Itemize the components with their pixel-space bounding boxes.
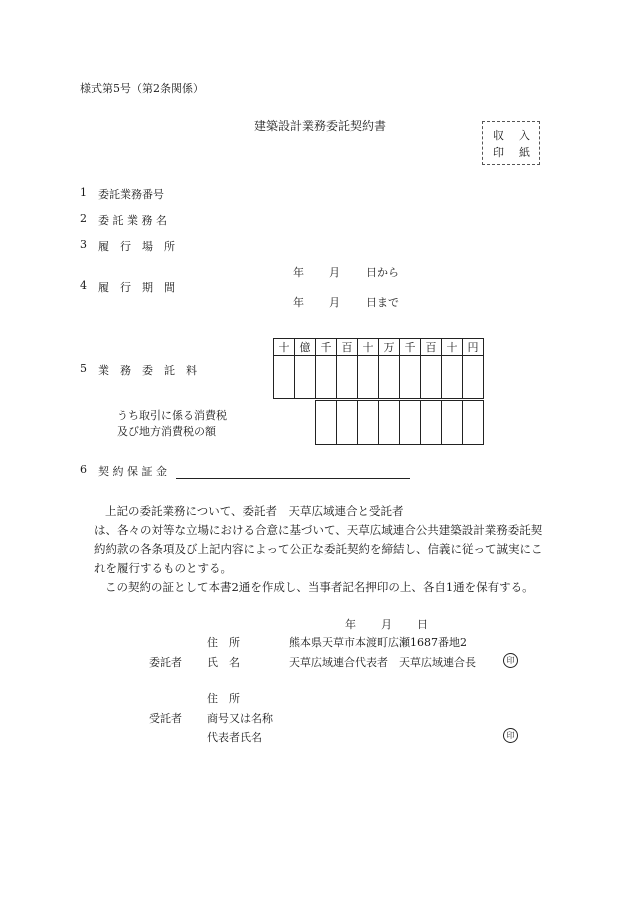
fee-amount-table	[273, 338, 484, 399]
fee-digit-cell[interactable]	[316, 356, 337, 399]
client-address-label: 住 所	[207, 636, 240, 649]
tax-label-line2: 及び地方消費税の額	[117, 425, 216, 438]
item-3-number: 3	[80, 238, 87, 251]
unit-cell: 十	[274, 339, 295, 356]
form-number: 様式第5号（第2条関係）	[80, 82, 204, 95]
document-title: 建築設計業務委託契約書	[254, 119, 387, 133]
item-5-label: 業 務 委 託 料	[98, 364, 197, 377]
item-3-label: 履 行 場 所	[98, 240, 175, 253]
period-from-year: 年	[293, 266, 304, 279]
fee-digit-cell[interactable]	[463, 356, 484, 399]
unit-cell: 万	[379, 339, 400, 356]
body-paragraph-1-line2: は、各々の対等な立場における合意に基づいて、天草広域連合公共建築設計業務委託契	[94, 523, 543, 537]
contract-date-year: 年	[345, 618, 356, 631]
body-paragraph-1-line4: れを履行するものとする。	[94, 561, 232, 575]
client-address-value: 熊本県天草市本渡町広瀬1687番地2	[289, 636, 467, 649]
unit-cell: 百	[421, 339, 442, 356]
unit-cell: 千	[400, 339, 421, 356]
tax-digit-cell[interactable]	[379, 401, 400, 445]
item-5-number: 5	[80, 362, 87, 375]
tax-digit-cell[interactable]	[421, 401, 442, 445]
revenue-stamp-box: 収 入 印 紙	[482, 121, 540, 165]
contractor-company-label: 商号又は名称	[207, 712, 273, 725]
contractor-address-label: 住 所	[207, 692, 240, 705]
body-paragraph-2: この契約の証として本書2通を作成し、当事者記名押印の上、各自1通を保有する。	[105, 580, 534, 594]
contract-date-month: 月	[381, 618, 392, 631]
contract-date-day: 日	[417, 618, 428, 631]
period-to-month: 月	[329, 296, 340, 309]
tax-digit-cell[interactable]	[463, 401, 484, 445]
unit-cell: 十	[358, 339, 379, 356]
period-to-year: 年	[293, 296, 304, 309]
tax-label-line1: うち取引に係る消費税	[117, 409, 227, 422]
tax-digit-cell[interactable]	[316, 401, 337, 445]
client-name-label: 氏 名	[207, 656, 240, 669]
fee-digit-cell[interactable]	[421, 356, 442, 399]
item-2-number: 2	[80, 212, 87, 225]
item-4-label: 履 行 期 間	[98, 281, 175, 294]
client-name-value: 天草広域連合代表者 天草広域連合長	[289, 656, 476, 669]
fee-digit-cell[interactable]	[274, 356, 295, 399]
fee-digit-cell[interactable]	[295, 356, 316, 399]
contractor-seal-mark: 印	[503, 728, 518, 743]
item-6-number: 6	[80, 463, 87, 476]
client-seal-mark: 印	[503, 653, 518, 668]
tax-amount-table	[315, 400, 484, 445]
period-to-day: 日まで	[366, 296, 399, 309]
body-paragraph-1-line1: 上記の委託業務について、委託者 天草広域連合と受託者	[105, 504, 404, 518]
client-role-label: 委託者	[149, 656, 182, 669]
period-from-month: 月	[329, 266, 340, 279]
contractor-representative-label: 代表者氏名	[207, 731, 262, 744]
item-6-label: 契 約 保 証 金	[98, 465, 167, 478]
fee-digit-cell[interactable]	[442, 356, 463, 399]
fee-digit-cell[interactable]	[379, 356, 400, 399]
item-1-number: 1	[80, 186, 87, 199]
deposit-amount-line	[176, 478, 410, 479]
tax-digit-cell[interactable]	[337, 401, 358, 445]
contractor-role-label: 受託者	[149, 712, 182, 725]
unit-cell: 百	[337, 339, 358, 356]
unit-cell: 十	[442, 339, 463, 356]
tax-digit-cell[interactable]	[442, 401, 463, 445]
fee-digit-cell[interactable]	[400, 356, 421, 399]
fee-digit-cell[interactable]	[337, 356, 358, 399]
unit-cell: 円	[463, 339, 484, 356]
tax-digit-cell[interactable]	[358, 401, 379, 445]
item-2-label: 委 託 業 務 名	[98, 214, 167, 227]
unit-cell: 千	[316, 339, 337, 356]
tax-digit-cell[interactable]	[400, 401, 421, 445]
body-paragraph-1-line3: 約約款の各条項及び上記内容によって公正な委託契約を締結し、信義に従って誠実にこ	[94, 542, 543, 556]
period-from-day: 日から	[366, 266, 399, 279]
fee-digit-cell[interactable]	[358, 356, 379, 399]
unit-cell: 億	[295, 339, 316, 356]
item-1-label: 委託業務番号	[98, 188, 164, 201]
item-4-number: 4	[80, 279, 87, 292]
